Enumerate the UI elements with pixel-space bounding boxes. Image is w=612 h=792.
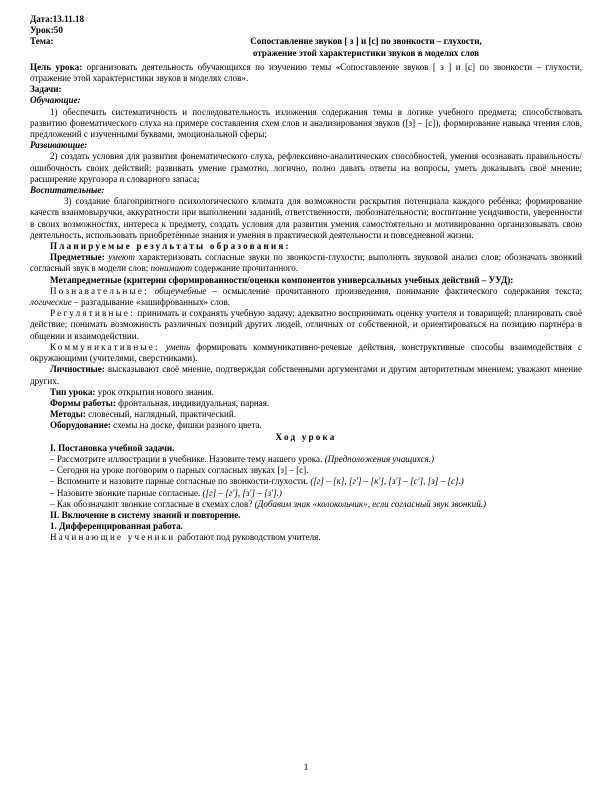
tasks-label: Задачи: <box>30 84 62 95</box>
subject-label: Предметные: <box>50 252 105 263</box>
page-number: 1 <box>303 762 309 772</box>
date-text: Дата:13.11.18 <box>30 14 85 24</box>
lesson-number: Урок:50 <box>30 25 63 36</box>
date-line <box>30 14 582 25</box>
section-1-title: I. Постановка учебной задачи. <box>50 442 175 453</box>
methods: Методы: словесный, наглядный, практический. <box>50 409 236 420</box>
lesson-type: Тип урока: урок открытия нового знания. <box>50 386 215 397</box>
course-line-4: – Назовите звонкие парные согласные. ([г] – [г'], [з'] – [з'].) <box>50 487 282 498</box>
tasks-dev-text: 2) создать условия для развития фонематического слуха, рефлексивно-аналитических способностей, умения осознавать правильность/ошибочность своих действий; развивать умение грамотно, логично, полно давать ответы на вопросы, уметь доказывать своё мнение; расширение кругозора и словарного запаса; <box>30 151 582 184</box>
tasks-edu-text: 1) обеспечить систематичность и последовательность изложения содержания темы в логике учебного предмета; способствовать развитию фонематического слуха на примере составления схем слов и анализирования звуков ([з] – [с]), формирование навыка чтения слов, предложений с изученными буквами, эмоциональной сферы; <box>30 106 582 140</box>
goal-label: Цель урока: <box>30 61 83 72</box>
course-heading: Ход урока <box>275 431 337 442</box>
results-cognitive: Познавательные: общеучебные – осмысление прочитанного произведения, понимание фактического содержания текста; логические – разгадывание «зашифрованных» слов. <box>30 285 582 308</box>
document-body <box>30 14 582 544</box>
results-communicative: Коммуникативные: уметь формировать коммуникативно-речевые действия, конструктивные способы взаимодействия с окружающими (учителями, сверстниками). <box>30 341 582 364</box>
subsection-1-title: 1. Дифференцированная работа. <box>50 521 183 532</box>
topic-title-line2: отражение этой характеристики звуков в моделях слов <box>252 47 480 58</box>
topic-line <box>30 36 582 47</box>
results-personal: Личностные: высказывают своё мнение, подтверждая собственными аргументами и другим авторитетным мнением; уважают мнение других. <box>30 364 582 386</box>
topic-label: Тема: <box>30 36 54 47</box>
tasks-edu-label: Обучающие: <box>30 95 81 106</box>
tasks-vos-text: 3) создание благоприятного психологического климата для возможности раскрытия потенциала каждого ребёнка; формирование качеств взаимовыручки, аккуратности при выполнении заданий, ответственности, любознательности; воспитание усидчивости, уверенности в своих возможностях, интереса к предмету, создать условия для развития умения самостоятельно и мотивированно организовывать свою деятельность, использовать приобретённые знания и умения в практической деятельности и повседневной жизни. <box>30 196 582 240</box>
results-heading: Планируемые результаты образования: <box>50 241 291 252</box>
goal-text: организовать деятельность обучающихся по изучению темы «Сопоставление звуков [ з ] и [с] по звонкости – глухости, отражение этой характеристики звуков в моделях слов». <box>30 61 583 84</box>
goal-paragraph <box>30 62 582 84</box>
course-line-2: – Сегодня на уроке поговорим о парных согласных звуках [з] – [с]. <box>50 465 309 476</box>
equipment: Оборудование: схемы на доске, фишки разного цвета. <box>50 420 262 431</box>
results-subject: Предметные: умеют характеризовать согласные звуки по звонкости-глухости; выполнять звуковой анализ слов; обозначать звонкий согласный звук в модели слов; понимают содержание прочитанного. <box>30 252 582 274</box>
section-2-title: II. Включение в систему знаний и повторение. <box>50 509 241 520</box>
communicative-label: Коммуникативные: <box>50 341 160 352</box>
course-line-3: – Вспомните и назовите парные согласные по звонкости-глухости. ([г] – [к], [г'] – [к'], [з'] – [с'], [з] – [с].) <box>50 476 464 487</box>
topic-line-2 <box>30 48 582 59</box>
lesson-line <box>30 25 582 36</box>
results-regulatory: Регулятивные: принимать и сохранять учебную задачу; адекватно воспринимать оценку учителя и товарищей; планировать своё действие; понимать возможность различных позиций других людей, отличных от собственной, и ориентироваться на позицию партнёра в общении и взаимодействии. <box>30 308 582 341</box>
topic-title-line1: Сопоставление звуков [ з ] и [с] по звонкости – глухости, <box>250 36 482 47</box>
work-forms: Формы работы: фронтальная, индивидуальная, парная. <box>50 397 270 408</box>
cognitive-label: Познавательные: <box>50 285 149 296</box>
course-line-1: – Рассмотрите иллюстрации в учебнике. Назовите тему нашего урока. (Предположения учащихся.) <box>50 453 435 464</box>
tasks-vos-label: Воспитательные: <box>30 185 105 196</box>
course-line-6: Начинающие ученики работают под руководством учителя. <box>50 532 321 543</box>
results-meta: Метапредметные (критерии сформированности/оценки компонентов универсальных учебных действий – УУД): <box>50 274 514 285</box>
course-line-5: – Как обозначают звонкие согласные в схемах слов? (Добавим знак «колокольчик», если согласный звук звонкий.) <box>50 498 487 509</box>
regulatory-label: Регулятивные: <box>50 308 135 319</box>
tasks-dev-label: Развивающие: <box>30 140 88 151</box>
personal-label: Личностные: <box>50 364 105 375</box>
